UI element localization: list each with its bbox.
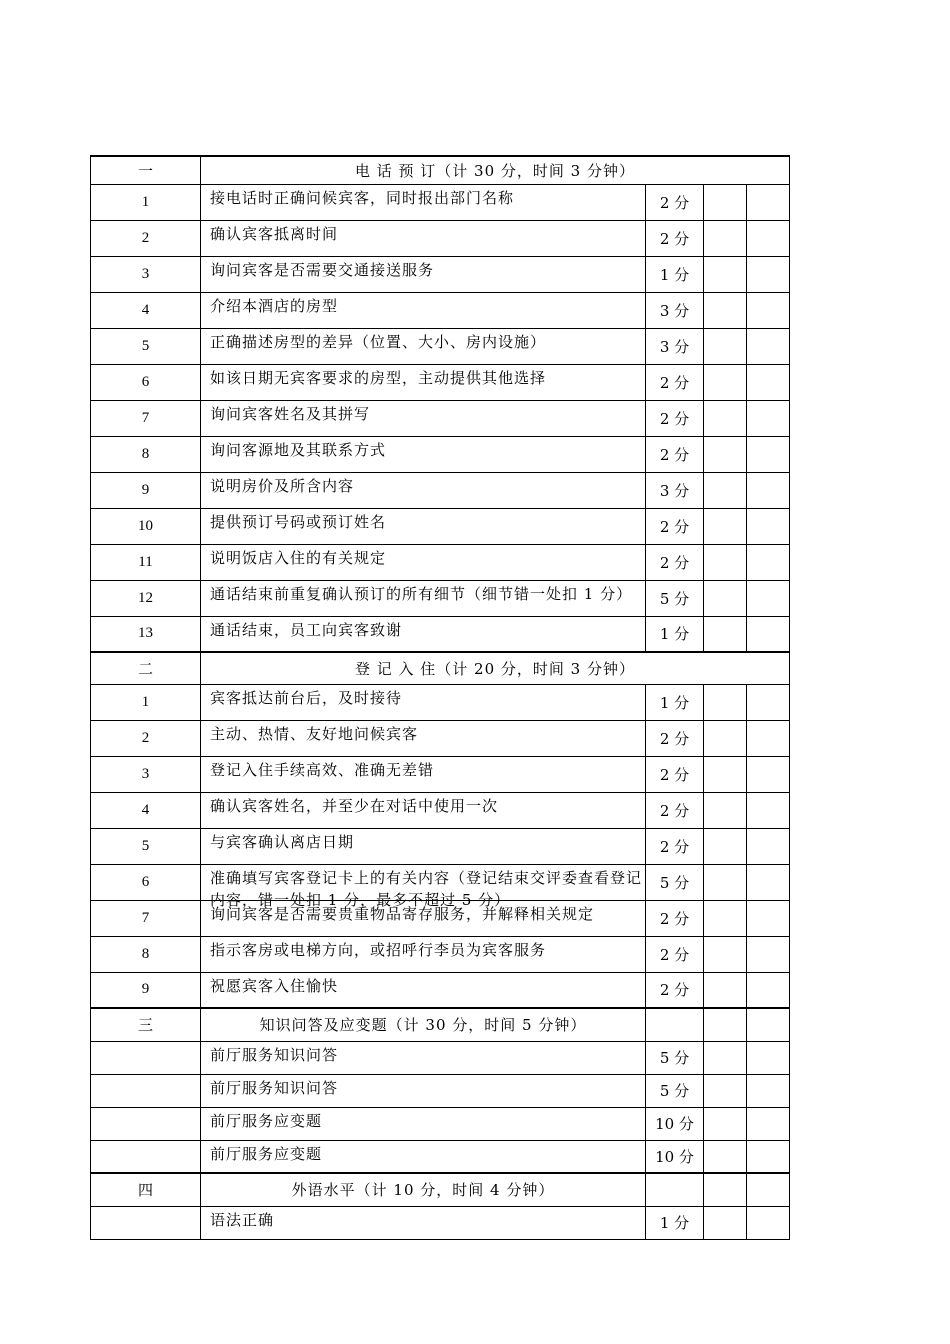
table-row — [91, 972, 790, 1008]
item-description: 说明房价及所含内容 — [210, 476, 355, 495]
score-cell[interactable] — [704, 936, 747, 972]
score-cell[interactable] — [704, 364, 747, 400]
item-number — [91, 1041, 201, 1074]
score-cell[interactable] — [704, 828, 747, 864]
item-number: 13 — [91, 616, 201, 652]
item-points: 2 分 — [646, 756, 704, 792]
item-number: 5 — [91, 828, 201, 864]
score-cell[interactable] — [747, 508, 790, 544]
score-cell[interactable] — [747, 720, 790, 756]
item-description: 询问宾客是否需要贵重物品寄存服务，并解释相关规定 — [210, 904, 595, 923]
item-number: 6 — [91, 364, 201, 400]
item-description-cell — [201, 580, 646, 616]
item-description: 介绍本酒店的房型 — [210, 296, 339, 315]
item-description: 如该日期无宾客要求的房型，主动提供其他选择 — [210, 368, 547, 387]
table-row — [91, 1107, 790, 1140]
item-description-cell — [201, 220, 646, 256]
item-number: 1 — [91, 684, 201, 720]
score-cell[interactable] — [747, 256, 790, 292]
score-cell[interactable] — [704, 220, 747, 256]
item-number: 2 — [91, 720, 201, 756]
item-points: 3 分 — [646, 328, 704, 364]
table-row — [91, 508, 790, 544]
item-number — [91, 1107, 201, 1140]
item-description: 询问客源地及其联系方式 — [210, 440, 387, 459]
item-number: 5 — [91, 328, 201, 364]
score-cell[interactable] — [704, 616, 747, 652]
item-points: 2 分 — [646, 184, 704, 220]
item-points: 2 分 — [646, 720, 704, 756]
item-points: 2 分 — [646, 900, 704, 936]
item-points: 5 分 — [646, 1041, 704, 1074]
table-row — [91, 720, 790, 756]
score-cell[interactable] — [704, 292, 747, 328]
item-points: 2 分 — [646, 936, 704, 972]
table-row — [91, 616, 790, 652]
item-number: 6 — [91, 864, 201, 900]
item-description: 提供预订号码或预订姓名 — [210, 512, 387, 531]
item-number: 3 — [91, 756, 201, 792]
section-title: 电 话 预 订（计 30 分，时间 3 分钟） — [201, 156, 790, 184]
score-cell[interactable] — [646, 1008, 704, 1041]
section-title: 登 记 入 住（计 20 分，时间 3 分钟） — [201, 652, 790, 684]
score-cell[interactable] — [704, 1206, 747, 1239]
item-points: 1 分 — [646, 1206, 704, 1239]
table-row — [91, 220, 790, 256]
item-description-cell — [201, 400, 646, 436]
item-points: 5 分 — [646, 864, 704, 900]
table-row — [91, 328, 790, 364]
item-description-cell — [201, 292, 646, 328]
section-header-row — [91, 1008, 790, 1041]
table-row — [91, 364, 790, 400]
item-description-cell — [201, 1140, 646, 1173]
score-cell[interactable] — [747, 1140, 790, 1173]
table-row — [91, 436, 790, 472]
item-description: 询问宾客是否需要交通接送服务 — [210, 260, 435, 279]
item-description: 正确描述房型的差异（位置、大小、房内设施） — [210, 332, 547, 351]
item-points: 2 分 — [646, 220, 704, 256]
item-points: 2 分 — [646, 400, 704, 436]
table-row — [91, 1206, 790, 1239]
score-cell[interactable] — [747, 436, 790, 472]
table-row — [91, 256, 790, 292]
table-row — [91, 1074, 790, 1107]
score-cell[interactable] — [646, 1173, 704, 1206]
item-description: 前厅服务应变题 — [210, 1111, 323, 1130]
score-cell[interactable] — [704, 328, 747, 364]
item-points: 2 分 — [646, 792, 704, 828]
table-row — [91, 864, 790, 900]
score-cell[interactable] — [704, 972, 747, 1008]
item-description-cell — [201, 1206, 646, 1239]
item-description: 通话结束，员工向宾客致谢 — [210, 620, 403, 639]
item-description: 前厅服务知识问答 — [210, 1078, 339, 1097]
score-cell[interactable] — [747, 1008, 790, 1041]
item-description-cell — [201, 936, 646, 972]
section-header-row — [91, 652, 790, 684]
item-number: 1 — [91, 184, 201, 220]
score-cell[interactable] — [747, 756, 790, 792]
section-number: 四 — [91, 1173, 201, 1206]
score-cell[interactable] — [747, 684, 790, 720]
score-cell[interactable] — [747, 400, 790, 436]
item-description: 与宾客确认离店日期 — [210, 832, 355, 851]
item-points: 3 分 — [646, 292, 704, 328]
item-points: 10 分 — [646, 1140, 704, 1173]
item-number: 7 — [91, 900, 201, 936]
table-row — [91, 936, 790, 972]
item-description-cell — [201, 472, 646, 508]
score-cell[interactable] — [704, 256, 747, 292]
item-description: 主动、热情、友好地问候宾客 — [210, 724, 419, 743]
item-number: 9 — [91, 472, 201, 508]
item-points: 1 分 — [646, 684, 704, 720]
item-number — [91, 1074, 201, 1107]
score-cell[interactable] — [704, 1008, 747, 1041]
score-cell[interactable] — [704, 472, 747, 508]
section-number: 二 — [91, 652, 201, 684]
item-number: 7 — [91, 400, 201, 436]
score-cell[interactable] — [747, 900, 790, 936]
score-cell[interactable] — [704, 720, 747, 756]
item-points: 2 分 — [646, 364, 704, 400]
table-row — [91, 756, 790, 792]
score-cell[interactable] — [704, 1074, 747, 1107]
score-cell[interactable] — [704, 864, 747, 900]
table-row — [91, 580, 790, 616]
item-description: 接电话时正确问候宾客，同时报出部门名称 — [210, 188, 515, 207]
table-row — [91, 400, 790, 436]
score-cell[interactable] — [747, 292, 790, 328]
table-row — [91, 184, 790, 220]
item-description-cell — [201, 792, 646, 828]
item-description-cell — [201, 684, 646, 720]
item-description-cell — [201, 756, 646, 792]
score-cell[interactable] — [747, 472, 790, 508]
table-row — [91, 1041, 790, 1074]
item-description-cell — [201, 972, 646, 1008]
item-description-cell — [201, 828, 646, 864]
score-cell[interactable] — [704, 1140, 747, 1173]
item-description-cell — [201, 1074, 646, 1107]
item-description: 指示客房或电梯方向，或招呼行李员为宾客服务 — [210, 940, 547, 959]
item-description-cell — [201, 436, 646, 472]
item-description-cell — [201, 1041, 646, 1074]
score-cell[interactable] — [704, 544, 747, 580]
item-points: 2 分 — [646, 544, 704, 580]
score-cell[interactable] — [747, 792, 790, 828]
score-cell[interactable] — [704, 756, 747, 792]
item-description: 语法正确 — [210, 1210, 275, 1229]
item-points: 2 分 — [646, 436, 704, 472]
item-number: 4 — [91, 792, 201, 828]
table-row — [91, 1140, 790, 1173]
item-description: 询问宾客姓名及其拼写 — [210, 404, 371, 423]
item-points: 2 分 — [646, 508, 704, 544]
item-description-cell — [201, 544, 646, 580]
item-number: 2 — [91, 220, 201, 256]
score-cell[interactable] — [704, 1173, 747, 1206]
item-points: 5 分 — [646, 1074, 704, 1107]
item-number: 3 — [91, 256, 201, 292]
item-description: 登记入住手续高效、准确无差错 — [210, 760, 435, 779]
section-title: 外语水平（计 10 分，时间 4 分钟） — [201, 1173, 646, 1206]
item-points: 1 分 — [646, 616, 704, 652]
table-row — [91, 828, 790, 864]
item-description-cell — [201, 256, 646, 292]
item-description-cell — [201, 720, 646, 756]
table-row — [91, 792, 790, 828]
item-points: 10 分 — [646, 1107, 704, 1140]
table-row — [91, 900, 790, 936]
item-points: 2 分 — [646, 972, 704, 1008]
score-cell[interactable] — [747, 972, 790, 1008]
item-description-cell — [201, 364, 646, 400]
score-cell[interactable] — [704, 184, 747, 220]
item-description-cell — [201, 900, 646, 936]
item-number — [91, 1140, 201, 1173]
table-row — [91, 292, 790, 328]
item-number: 8 — [91, 436, 201, 472]
item-description-cell — [201, 616, 646, 652]
score-cell[interactable] — [704, 792, 747, 828]
item-description: 宾客抵达前台后，及时接待 — [210, 688, 403, 707]
item-description: 说明饭店入住的有关规定 — [210, 548, 387, 567]
section-header-row — [91, 156, 790, 184]
item-points: 3 分 — [646, 472, 704, 508]
score-cell[interactable] — [747, 580, 790, 616]
score-cell[interactable] — [704, 684, 747, 720]
score-cell[interactable] — [704, 508, 747, 544]
section-title: 知识问答及应变题（计 30 分，时间 5 分钟） — [201, 1008, 646, 1041]
item-description-cell — [201, 1107, 646, 1140]
score-cell[interactable] — [747, 1074, 790, 1107]
section-header-row — [91, 1173, 790, 1206]
item-description-cell — [201, 864, 646, 909]
score-cell[interactable] — [747, 1041, 790, 1074]
score-cell[interactable] — [704, 900, 747, 936]
score-cell[interactable] — [704, 436, 747, 472]
item-points: 1 分 — [646, 256, 704, 292]
score-cell[interactable] — [747, 544, 790, 580]
score-cell[interactable] — [747, 1173, 790, 1206]
item-number: 8 — [91, 936, 201, 972]
section-number: 一 — [91, 156, 201, 184]
item-number: 9 — [91, 972, 201, 1008]
item-number: 10 — [91, 508, 201, 544]
score-cell[interactable] — [747, 184, 790, 220]
item-description: 前厅服务知识问答 — [210, 1045, 339, 1064]
score-cell[interactable] — [704, 580, 747, 616]
item-description: 前厅服务应变题 — [210, 1144, 323, 1163]
score-cell[interactable] — [704, 1107, 747, 1140]
item-number: 11 — [91, 544, 201, 580]
item-number: 12 — [91, 580, 201, 616]
score-cell[interactable] — [747, 864, 790, 900]
score-cell[interactable] — [747, 616, 790, 652]
table-row — [91, 684, 790, 720]
table-row — [91, 472, 790, 508]
item-number: 4 — [91, 292, 201, 328]
item-description: 确认宾客抵离时间 — [210, 224, 339, 243]
item-description-cell — [201, 328, 646, 364]
score-cell[interactable] — [747, 364, 790, 400]
item-description-cell — [201, 508, 646, 544]
score-cell[interactable] — [747, 220, 790, 256]
score-cell[interactable] — [747, 828, 790, 864]
item-number — [91, 1206, 201, 1239]
score-cell[interactable] — [747, 936, 790, 972]
scoring-table — [90, 155, 790, 1240]
item-description-cell — [201, 184, 646, 220]
score-cell[interactable] — [747, 1107, 790, 1140]
table-row — [91, 544, 790, 580]
score-cell[interactable] — [704, 1041, 747, 1074]
item-description: 确认宾客姓名，并至少在对话中使用一次 — [210, 796, 499, 815]
item-description: 祝愿宾客入住愉快 — [210, 976, 339, 995]
score-cell[interactable] — [704, 400, 747, 436]
item-description: 通话结束前重复确认预订的所有细节（细节错一处扣 1 分） — [210, 584, 633, 603]
score-cell[interactable] — [747, 328, 790, 364]
score-cell[interactable] — [747, 1206, 790, 1239]
item-description: 准确填写宾客登记卡上的有关内容（登记结束交评委查看登记内容，错一处扣 1 分，最多不超过 5 分） — [210, 868, 643, 909]
section-number: 三 — [91, 1008, 201, 1041]
item-points: 2 分 — [646, 828, 704, 864]
item-points: 5 分 — [646, 580, 704, 616]
